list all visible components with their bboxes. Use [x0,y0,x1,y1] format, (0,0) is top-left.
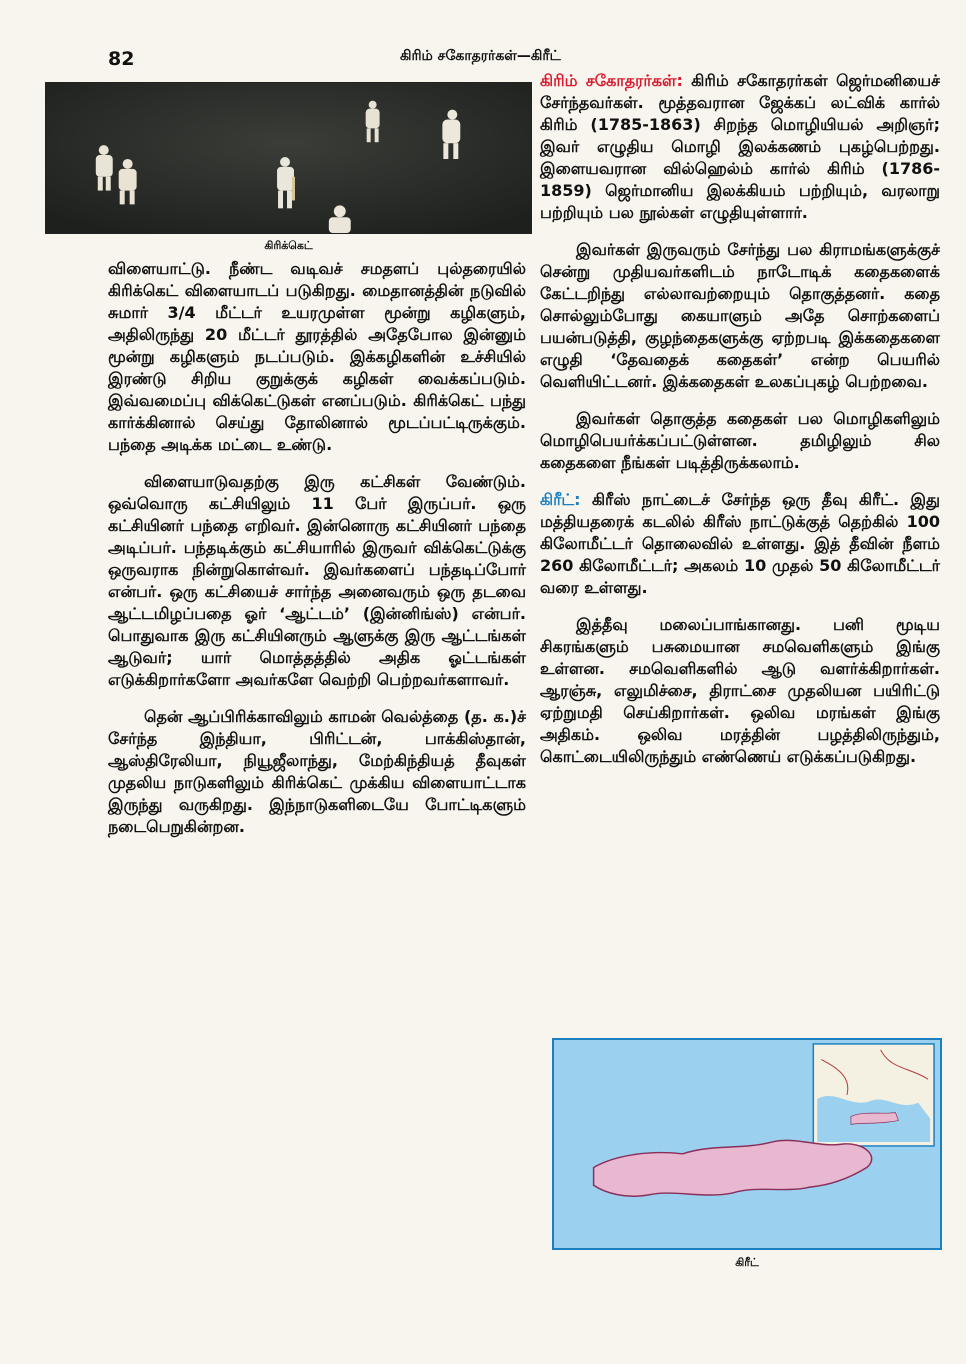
cricket-figure [45,82,532,256]
grimm-paragraph-1 [540,70,940,224]
cricket-caption: கிரிக்கெட் [264,239,313,252]
left-column [108,258,526,853]
grimm-paragraph-3: இவர்கள் தொகுத்த கதைகள் பல மொழிகளிலும் மொழிபெயர்க்கப்பட்டுள்ளன. தமிழிலும் சில கதைகளை நீங்கள் படித்திருக்கலாம். [540,409,940,472]
crete-paragraph-1-body: கிரீஸ் நாட்டைச் சேர்ந்த ஒரு தீவு கிரீட். இது மத்தியதரைக் கடலில் கிரீஸ் நாட்டுக்குத் தெற்கில் 100 கிலோமீட்டர் தொலைவில் உள்ளது. இத் தீவின் நீளம் 260 கிலோமீட்டர்; அகலம் 10 முதல் 50 கிலோமீட்டர் வரை உள்ளது. [540,490,940,597]
cricket-paragraph-3: தென் ஆப்பிரிக்காவிலும் காமன் வெல்த்தை (த. க.)ச் சேர்ந்த இந்தியா, பிரிட்டன், பாக்கிஸ்தான், ஆஸ்திரேலியா, நியூஜீலாந்து, மேற்கிந்தியத் தீவுகள் முதலிய நாடுகளிலும் கிரிக்கெட் முக்கிய விளையாட்டாக இருந்து வருகிறது. இந்நாடுகளிடையே போட்டிகளும் நடைபெறுகின்றன. [108,707,526,836]
crete-figure [552,1038,942,1278]
right-column [540,70,940,783]
grimm-heading: கிரிம் சகோதரர்கள்: [540,71,683,90]
crete-paragraph-2: இத்தீவு மலைப்பாங்கானது. பனி மூடிய சிகரங்களும் பசுமையான சமவெளிகளும் இங்கு உள்ளன. சமவெளிகளில் ஆடு வளர்க்கிறார்கள். ஆரஞ்சு, எலுமிச்சை, திராட்சை முதலியன பயிரிட்டு ஏற்றுமதி செய்கிறார்கள். ஒலிவ மரங்கள் இங்கு அதிகம். ஒலிவ மரத்தின் பழத்திலிருந்தும், கொட்டையிலிருந்தும் எண்ணெய் எடுக்கப்படுகிறது. [540,615,940,766]
cricket-paragraph-2: விளையாடுவதற்கு இரு கட்சிகள் வேண்டும். ஒவ்வொரு கட்சியிலும் 11 பேர் இருப்பர். ஒரு கட்சியினர் பந்தை எறிவர். இன்னொரு கட்சியினர் பந்தை அடிப்பர். பந்தடிக்கும் கட்சியாரில் இருவர் விக்கெட்டுக்கு ஒருவராக நின்றுகொள்வர். இவர்களைப் பந்தடிப்போர் என்பர். ஒரு கட்சியைச் சார்ந்த அனைவரும் ஒரு தடவை ஆட்டமிழப்பதை ஓர் ‘ஆட்டம்’ (இன்னிங்ஸ்) என்பர். பொதுவாக இரு கட்சியினரும் ஆளுக்கு இரு ஆட்டங்கள் ஆடுவர்; யார் மொத்தத்தில் அதிக ஓட்டங்கள் எடுக்கிறார்களோ அவர்களே வெற்றி பெற்றவர்களாவர். [108,472,526,689]
running-title: கிரிம் சகோதரர்கள்—கிரீட் [400,48,561,64]
grimm-paragraph-1-body: கிரிம் சகோதரர்கள் ஜெர்மனியைச் சேர்ந்தவர்கள். மூத்தவரான ஜேக்கப் லட்விக் கார்ல் கிரிம் (1785-1863) சிறந்த மொழியியல் அறிஞர்; இவர் எழுதிய மொழி இலக்கணம் புகழ்பெற்றது. இளையவரான வில்ஹெல்ம் கார்ல் கிரிம் (1786-1859) ஜெர்மானிய இலக்கியம் பற்றியும், வரலாறு பற்றியும் பல நூல்கள் எழுதியுள்ளார். [540,71,940,222]
crete-caption: கிரீட் [735,1256,759,1269]
crete-paragraph-1 [540,489,940,599]
grimm-paragraph-2: இவர்கள் இருவரும் சேர்ந்து பல கிராமங்களுக்குச் சென்று முதியவர்களிடம் நாடோடிக் கதைகளைக் கேட்டறிந்து எல்லாவற்றையும் தொகுத்தனர். கதை சொல்லும்போது கையாளும் அதே சொற்களைப் பயன்படுத்தி, குழந்தைகளுக்கு ஏற்றபடி இக்கதைகளை எழுதி ‘தேவதைக் கதைகள்’ என்ற பெயரில் வெளியிட்டனர். இக்கதைகள் உலகப்புகழ் பெற்றவை. [540,240,940,391]
cricket-paragraph-1: விளையாட்டு. நீண்ட வடிவச் சமதளப் புல்தரையில் கிரிக்கெட் விளையாடப் படுகிறது. மைதானத்தின் நடுவில் சுமார் 3/4 மீட்டர் உயரமுள்ள மூன்று கழிகளும், அதிலிருந்து 20 மீட்டர் தூரத்தில் அதேபோல இன்னும் மூன்று கழிகளும் நடப்படும். இக்கழிகளின் உச்சியில் இரண்டு சிறிய குறுக்குக் கழிகள் வைக்கப்படும். இவ்வமைப்பு விக்கெட்டுகள் எனப்படும். கிரிக்கெட் பந்து கார்க்கினால் செய்து தோலினால் மூடப்பட்டிருக்கும். பந்தை அடிக்க மட்டை உண்டு. [108,259,526,454]
crete-map [552,1038,942,1250]
page-number: 82 [108,48,135,70]
crete-heading: கிரீட்: [540,490,581,509]
cricket-photo [45,82,532,234]
inset-map [813,1044,934,1146]
